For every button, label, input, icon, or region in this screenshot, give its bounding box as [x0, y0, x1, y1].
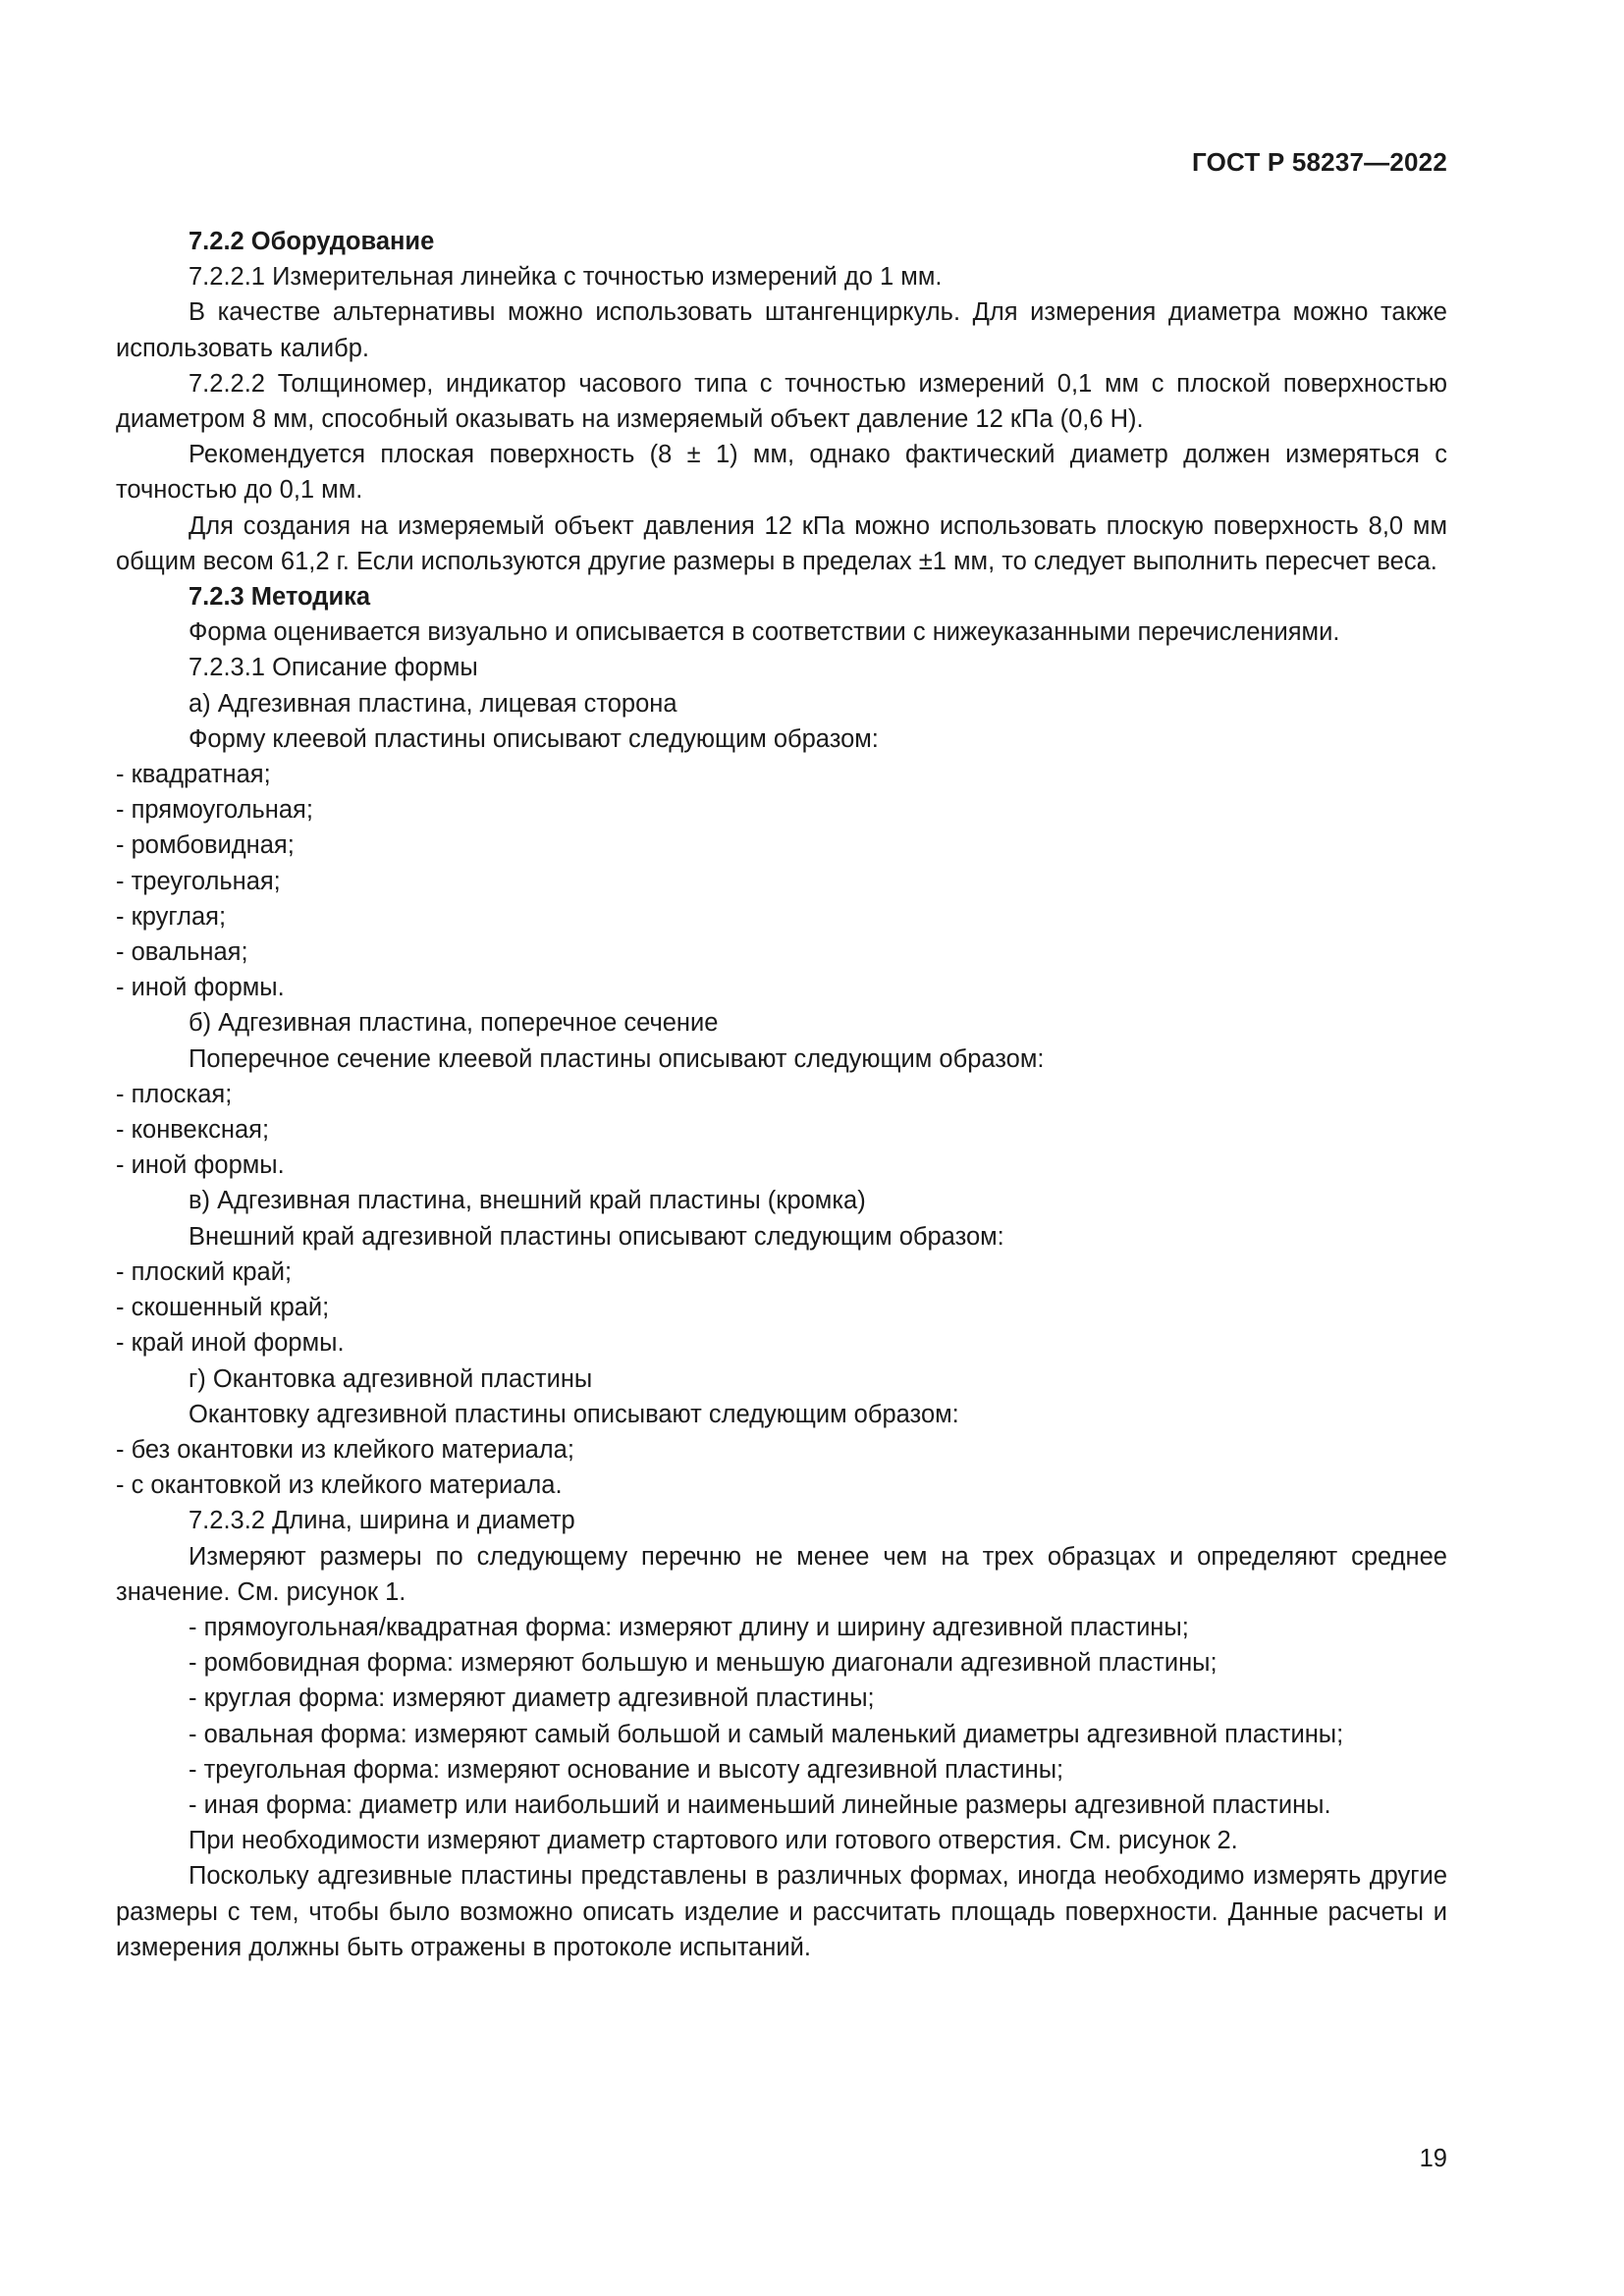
section-heading: 7.2.3 Методика	[189, 583, 371, 612]
paragraph: Измеряют размеры по следующему перечню не менее чем на трех образцах и определяют среднее значение. См. рисунок 1.	[116, 1542, 1447, 1606]
document-body	[116, 224, 1447, 1965]
paragraph: Окантовку адгезивной пластины описывают следующим образом:	[189, 1400, 959, 1428]
page-number: 19	[1419, 2145, 1447, 2172]
paragraph: Форму клеевой пластины описывают следующим образом:	[189, 724, 879, 753]
document-header: ГОСТ Р 58237—2022	[1192, 147, 1447, 177]
subsection-title: 7.2.3.2 Длина, ширина и диаметр	[189, 1507, 575, 1535]
list-item: - конвексная;	[116, 1116, 270, 1145]
list-item: - овальная;	[116, 938, 248, 967]
list-item: - круглая;	[116, 902, 227, 931]
list-item: - иной формы.	[116, 974, 285, 1002]
list-item: - треугольная;	[116, 867, 281, 895]
paragraph: Внешний край адгезивной пластины описывают следующим образом:	[189, 1222, 1004, 1251]
list-item: - плоская;	[116, 1080, 233, 1108]
list-heading: г) Окантовка адгезивной пластины	[189, 1364, 593, 1393]
list-item: - иная форма: диаметр или наибольший и наименьший линейные размеры адгезивной пластины.	[189, 1790, 1331, 1819]
paragraph: 7.2.2.1 Измерительная линейка с точностью измерений до 1 мм.	[189, 263, 943, 292]
list-item: - прямоугольная;	[116, 796, 313, 825]
list-item: - овальная форма: измеряют самый большой и самый маленький диаметры адгезивной пластины;	[189, 1720, 1344, 1748]
list-item: - квадратная;	[116, 761, 271, 789]
list-item: - ромбовидная форма: измеряют большую и меньшую диагонали адгезивной пластины;	[189, 1649, 1218, 1678]
paragraph: Форма оценивается визуально и описывается в соответствии с нижеуказанными перечислениями.	[189, 618, 1340, 647]
list-heading: в) Адгезивная пластина, внешний край пластины (кромка)	[189, 1187, 866, 1215]
paragraph: Поперечное сечение клеевой пластины описывают следующим образом:	[189, 1044, 1045, 1073]
list-item: - ромбовидная;	[116, 831, 295, 860]
list-item: - иной формы.	[116, 1151, 285, 1180]
paragraph: В качестве альтернативы можно использовать штангенциркуль. Для измерения диаметра можно также использовать калибр.	[116, 298, 1447, 362]
paragraph: Поскольку адгезивные пластины представлены в различных формах, иногда необходимо измерять другие размеры с тем, чтобы было возможно описать изделие и рассчитать площадь поверхности. Данные расчеты и измерения должны быть отражены в протоколе испытаний.	[116, 1862, 1447, 1961]
list-item: - прямоугольная/квадратная форма: измеряют длину и ширину адгезивной пластины;	[189, 1613, 1189, 1641]
paragraph: Рекомендуется плоская поверхность (8 ± 1) мм, однако фактический диаметр должен измеряться с точностью до 0,1 мм.	[116, 441, 1447, 505]
list-item: - круглая форма: измеряют диаметр адгезивной пластины;	[189, 1684, 875, 1713]
section-heading: 7.2.2 Оборудование	[189, 228, 435, 255]
list-heading: а) Адгезивная пластина, лицевая сторона	[189, 689, 677, 718]
paragraph: Для создания на измеряемый объект давления 12 кПа можно использовать плоскую поверхность 8,0 мм общим весом 61,2 г. Если используются другие размеры в пределах ±1 мм, то следует выполнить пересчет веса.	[116, 511, 1447, 575]
subsection-title: 7.2.3.1 Описание формы	[189, 654, 478, 682]
list-item: - треугольная форма: измеряют основание и высоту адгезивной пластины;	[189, 1755, 1064, 1784]
list-heading: б) Адгезивная пластина, поперечное сечение	[189, 1009, 719, 1038]
paragraph: 7.2.2.2 Толщиномер, индикатор часового типа с точностью измерений 0,1 мм с плоской поверхностью диаметром 8 мм, способный оказывать на измеряемый объект давление 12 кПа (0,6 Н).	[116, 369, 1447, 434]
paragraph: При необходимости измеряют диаметр стартового или готового отверстия. См. рисунок 2.	[189, 1827, 1238, 1855]
list-item: - без окантовки из клейкого материала;	[116, 1435, 574, 1464]
list-item: - скошенный край;	[116, 1294, 330, 1322]
list-item: - край иной формы.	[116, 1329, 345, 1358]
list-item: - с окантовкой из клейкого материала.	[116, 1471, 563, 1500]
list-item: - плоский край;	[116, 1257, 293, 1286]
